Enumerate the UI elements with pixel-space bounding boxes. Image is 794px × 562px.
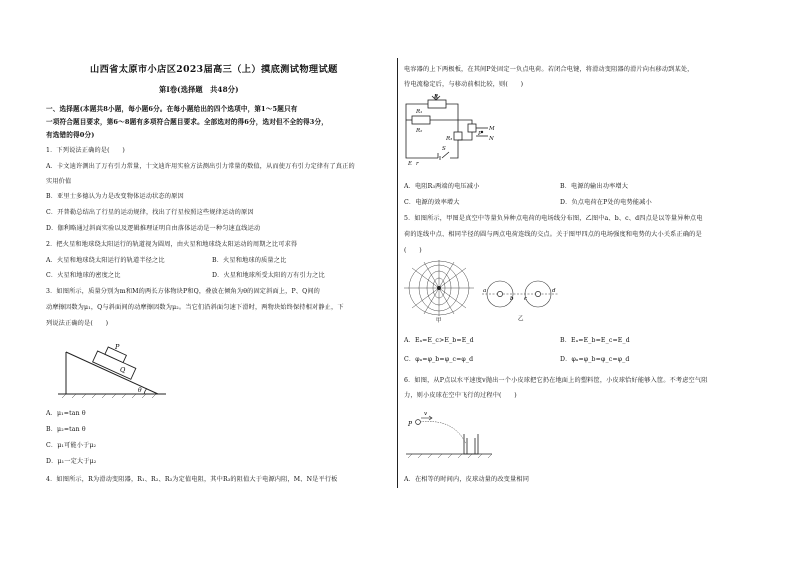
label-v: v bbox=[424, 411, 428, 417]
label-r: R bbox=[434, 94, 439, 100]
switch-s bbox=[442, 152, 449, 158]
q3-option-d: D．μ₁一定大于μ₂ bbox=[46, 458, 97, 465]
label-q: Q bbox=[120, 366, 126, 374]
q4-option-b: B．电源的输出功率增大 bbox=[560, 183, 629, 190]
q5-stem-line-2: 荷的连线中点、相同半径的圆与两点电荷连线的交点。关于图甲四点的电场强度和电势的大小关系正确的是 bbox=[404, 231, 702, 238]
instructions-line-2: 一项符合题目要求，第6～8题有多项符合题目要求。全部选对的得6分，选对但不全的得3分， bbox=[46, 118, 328, 126]
caption-yi: 乙 bbox=[518, 316, 524, 322]
charges-figure-yi bbox=[480, 274, 560, 322]
trajectory bbox=[420, 421, 466, 444]
label-p: P bbox=[478, 131, 482, 137]
label-r3: R₃ bbox=[446, 136, 453, 142]
q5-option-d: D．φₐ=φ_b=φ_c=φ_d bbox=[560, 356, 630, 363]
q4-stem-line-2: 电容器的上下两极板，在其间P处固定一负点电荷。若闭合电键，将滑动变阻器的滑片向右移动到某处， bbox=[404, 66, 694, 73]
resistor-r3 bbox=[454, 132, 462, 140]
q2-option-a: A．火星和地球绕太阳运行的轨道半径之比 bbox=[46, 257, 165, 264]
q3-option-c: C．μ₁可能小于μ₂ bbox=[46, 442, 97, 449]
q1-option-a-cont: 实用价值 bbox=[46, 178, 72, 185]
label-m: M bbox=[489, 126, 495, 132]
q5-stem-line-1: 5．如图所示，甲图是真空中等量负异种点电荷的电场线分布图，乙图中a、b、c、d四点是以等量异种点电 bbox=[404, 215, 703, 222]
q6-stem-line-1: 6．如图，从P点以水平速度v抛出一个小皮球把它扔在地面上的塑料筐，小皮球恰好能够入筐。不考虑空气阻 bbox=[404, 377, 708, 384]
q3-option-a: A．μ₁=tan θ bbox=[46, 410, 86, 417]
point-label-d: d bbox=[552, 288, 556, 294]
ground-hatching-2 bbox=[408, 454, 492, 458]
instructions-line-1: 一、选择题(本题共8小题，每小题6分。在每小题给出的四个选项中，第1～5题只有 bbox=[46, 105, 298, 113]
q5-option-c: C．φₐ=φ_b=φ_c=φ_d bbox=[404, 356, 474, 363]
q6-option-a: A．在相等的时间内，皮球动量的改变量相同 bbox=[404, 476, 530, 483]
q1-option-a: A．卡文迪许测出了万有引力常量，十文迪许用实验方法测出引力常量的数值，从而使万有引力定律有了真正的 bbox=[46, 163, 355, 170]
q2-option-c: C．火星和地球的密度之比 bbox=[46, 272, 121, 279]
part-heading: 第Ⅰ卷(选择题 共48分) bbox=[159, 85, 239, 94]
q3-stem-line-2: 动摩擦因数为μ₁，Q与斜面间的动摩擦因数为μ₂。当它们沿斜面匀速下滑时，两物块始终保持相对静止，下 bbox=[46, 304, 344, 311]
caption-jia: 甲 bbox=[436, 318, 442, 324]
point-label-b: b bbox=[510, 296, 514, 302]
resistor-r1 bbox=[468, 124, 476, 132]
q3-stem-line-3: 列说法正确的是( ) bbox=[46, 320, 109, 327]
incline-figure bbox=[58, 336, 168, 398]
q3-option-b: B．μ₂=tan θ bbox=[46, 426, 86, 433]
q6-stem-line-2: 力，则小皮球在空中飞行的过程中( ) bbox=[404, 392, 517, 399]
point-label-a: a bbox=[483, 288, 487, 294]
q2-option-d: D．火星和地球所受太阳的万有引力之比 bbox=[212, 272, 325, 279]
column-divider bbox=[397, 58, 398, 488]
label-s: S bbox=[442, 146, 446, 152]
label-p-launch: P bbox=[408, 421, 413, 428]
q3-stem-line-1: 3．如图所示，质量分别为m和M的两长方体物块P和Q，叠放在倾角为θ的固定斜面上，P、Q间的 bbox=[46, 288, 321, 295]
q2-stem: 2．把火星和地球绕太阳运行的轨道视为圆周，由火星和地球绕太阳运动的周期之比可求得 bbox=[46, 241, 298, 248]
label-p: P bbox=[115, 343, 120, 351]
ball bbox=[416, 420, 421, 425]
basket bbox=[464, 434, 478, 454]
instructions-line-3: 有选错的得0分) bbox=[46, 131, 95, 139]
q5-option-b: B．Eₐ=E_b=E_c=E_d bbox=[560, 337, 630, 344]
resistor-r2 bbox=[412, 116, 430, 124]
q4-stem-line-3: 待电流稳定后，与移动前相比较，则( ) bbox=[404, 81, 524, 88]
charge-center bbox=[437, 286, 441, 290]
q1-stem: 1．下列说法正确的是( ) bbox=[46, 147, 125, 154]
projectile-figure bbox=[404, 404, 494, 462]
label-r2: R₂ bbox=[416, 128, 423, 134]
field-lines-figure-jia bbox=[404, 260, 474, 322]
q4-option-a: A．电阻R₃两端的电压减小 bbox=[404, 183, 480, 190]
label-n: N bbox=[489, 136, 494, 142]
label-theta: θ bbox=[138, 387, 142, 394]
ground-hatching bbox=[62, 394, 156, 398]
q4-option-c: C．电源的效率增大 bbox=[404, 199, 460, 206]
circuit-figure bbox=[402, 92, 494, 166]
q4-stem-line-1: 4．如图所示，R为滑动变阻器，R₁、R₂、R₃为定值电阻，其中R₃的阻值大于电源内阻，M、N是平行板 bbox=[46, 476, 338, 483]
negative-charge bbox=[535, 291, 540, 296]
positive-charge bbox=[497, 291, 502, 296]
q5-option-a: A．Eₐ=E_c>E_b=E_d bbox=[404, 337, 474, 344]
label-r-internal: r bbox=[416, 161, 419, 167]
q5-stem-line-3: ( ) bbox=[404, 247, 422, 254]
q1-option-b: B．亚里士多德认为力是改变物体运动状态的原因 bbox=[46, 193, 184, 200]
point-label-c: c bbox=[524, 296, 528, 302]
label-e: E bbox=[408, 161, 413, 167]
rheostat-r bbox=[428, 100, 446, 108]
angle-arc bbox=[144, 388, 147, 394]
q1-option-d: D．伽利略通过斜面实验以及逻辑推理证明自由落体运动是一种匀速直线运动 bbox=[46, 225, 261, 232]
label-r1: R₁ bbox=[416, 109, 423, 115]
exam-title: 山西省太原市小店区2023届高三（上）摸底测试物理试题 bbox=[90, 64, 338, 75]
q1-option-c: C．开普勒总结出了行星的运动规律，找出了行星按照这些规律运动的原因 bbox=[46, 209, 254, 216]
q4-option-d: D．负点电荷在P处的电势能减小 bbox=[560, 199, 652, 206]
q2-option-b: B．火星和地球的质量之比 bbox=[212, 257, 287, 264]
